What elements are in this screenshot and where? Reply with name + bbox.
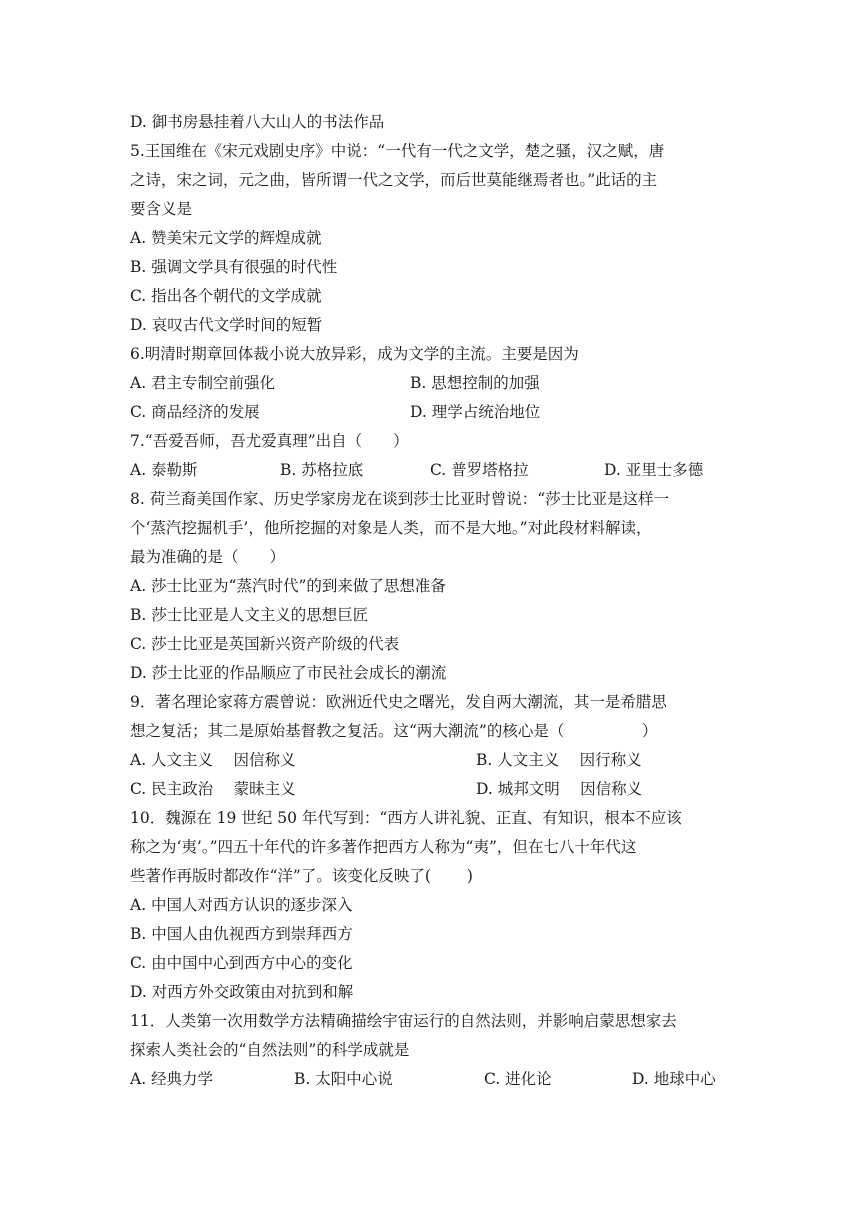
q6-option-c: C. 商品经济的发展 bbox=[130, 403, 260, 421]
q6-options-row-2 bbox=[130, 398, 730, 427]
q7-option-c: C. 普罗塔格拉 bbox=[430, 461, 529, 479]
q5-option-c: C. 指出各个朝代的文学成就 bbox=[130, 287, 322, 305]
q8-option-a: A. 莎士比亚为“蒸汽时代”的到来做了思想准备 bbox=[130, 577, 446, 595]
q6-options-row-1 bbox=[130, 369, 730, 398]
q5-option-d: D. 哀叹古代文学时间的短暂 bbox=[130, 316, 323, 334]
q10-stem-line-3: 些著作再版时都改作“洋”了。该变化反映了( ) bbox=[130, 867, 473, 885]
q8-stem-line-2: 个‘蒸汽挖掘机手’，他所挖掘的对象是人类，而不是大地。”对此段材料解读， bbox=[130, 519, 652, 537]
q10-stem-line-1: 10．魏源在 19 世纪 50 年代写到：“西方人讲礼貌、正直、有知识，根本不应该 bbox=[130, 809, 682, 827]
q11-option-c: C. 进化论 bbox=[484, 1070, 552, 1088]
q11-option-b: B. 太阳中心说 bbox=[294, 1070, 393, 1088]
q5-option-b: B. 强调文学具有很强的时代性 bbox=[130, 258, 338, 276]
q11-stem-line-2: 探索人类社会的“自然法则”的科学成就是 bbox=[130, 1041, 410, 1059]
q11-options-row bbox=[130, 1065, 730, 1094]
q9-option-b: B. 人文主义 因行称义 bbox=[476, 751, 642, 769]
q10-option-a: A. 中国人对西方认识的逐步深入 bbox=[130, 896, 353, 914]
q10-option-d: D. 对西方外交政策由对抗到和解 bbox=[130, 983, 354, 1001]
q10-stem-line-2: 称之为‘夷’。”四五十年代的许多著作把西方人称为“夷”，但在七八十年代这 bbox=[130, 838, 637, 856]
q8-option-b: B. 莎士比亚是人文主义的思想巨匠 bbox=[130, 606, 369, 624]
q10-option-b: B. 中国人由仇视西方到崇拜西方 bbox=[130, 925, 353, 943]
q4-option-d: D. 御书房悬挂着八大山人的书法作品 bbox=[130, 113, 385, 131]
q9-options-row-1 bbox=[130, 746, 730, 775]
q7-option-b: B. 苏格拉底 bbox=[280, 461, 364, 479]
q5-stem-line-1: 5.王国维在《宋元戏剧史序》中说：“一代有一代之文学，楚之骚，汉之赋，唐 bbox=[130, 142, 665, 160]
q5-option-a: A. 赞美宋元文学的辉煌成就 bbox=[130, 229, 322, 247]
q6-option-d: D. 理学占统治地位 bbox=[410, 403, 541, 421]
q9-stem-line-1: 9．著名理论家蒋方震曾说：欧洲近代史之曙光，发自两大潮流，其一是希腊思 bbox=[130, 693, 667, 711]
q7-options-row bbox=[130, 456, 730, 485]
q6-option-a: A. 君主专制空前强化 bbox=[130, 374, 276, 392]
q10-option-c: C. 由中国中心到西方中心的变化 bbox=[130, 954, 353, 972]
q9-option-c: C. 民主政治 蒙昧主义 bbox=[130, 780, 296, 798]
q9-option-a: A. 人文主义 因信称义 bbox=[130, 751, 296, 769]
q6-stem: 6.明清时期章回体裁小说大放异彩，成为文学的主流。主要是因为 bbox=[130, 345, 579, 363]
q7-stem: 7.“吾爱吾师，吾尤爱真理”出自（ ） bbox=[130, 432, 409, 450]
q8-option-c: C. 莎士比亚是英国新兴资产阶级的代表 bbox=[130, 635, 400, 653]
q8-stem-line-3: 最为准确的是（ ） bbox=[130, 548, 286, 566]
q7-option-a: A. 泰勒斯 bbox=[130, 461, 198, 479]
q9-option-d: D. 城邦文明 因信称义 bbox=[476, 780, 643, 798]
q5-stem-line-2: 之诗，宋之词，元之曲，皆所谓一代之文学，而后世莫能继焉者也。”此话的主 bbox=[130, 171, 658, 189]
q7-option-d: D. 亚里士多德 bbox=[604, 461, 704, 479]
q8-option-d: D. 莎士比亚的作品顺应了市民社会成长的潮流 bbox=[130, 664, 447, 682]
q8-stem-line-1: 8. 荷兰裔美国作家、历史学家房龙在谈到莎士比亚时曾说：“莎士比亚是这样一 bbox=[130, 490, 670, 508]
q9-stem-line-2: 想之复活；其二是原始基督教之复活。这“两大潮流”的核心是（ ） bbox=[130, 722, 658, 740]
q11-option-a: A. 经典力学 bbox=[130, 1070, 214, 1088]
q9-options-row-2 bbox=[130, 775, 730, 804]
q6-option-b: B. 思想控制的加强 bbox=[410, 374, 540, 392]
q11-option-d: D. 地球中心 bbox=[632, 1070, 716, 1088]
q5-stem-line-3: 要含义是 bbox=[130, 200, 193, 218]
q11-stem-line-1: 11．人类第一次用数学方法精确描绘宇宙运行的自然法则，并影响启蒙思想家去 bbox=[130, 1012, 677, 1030]
